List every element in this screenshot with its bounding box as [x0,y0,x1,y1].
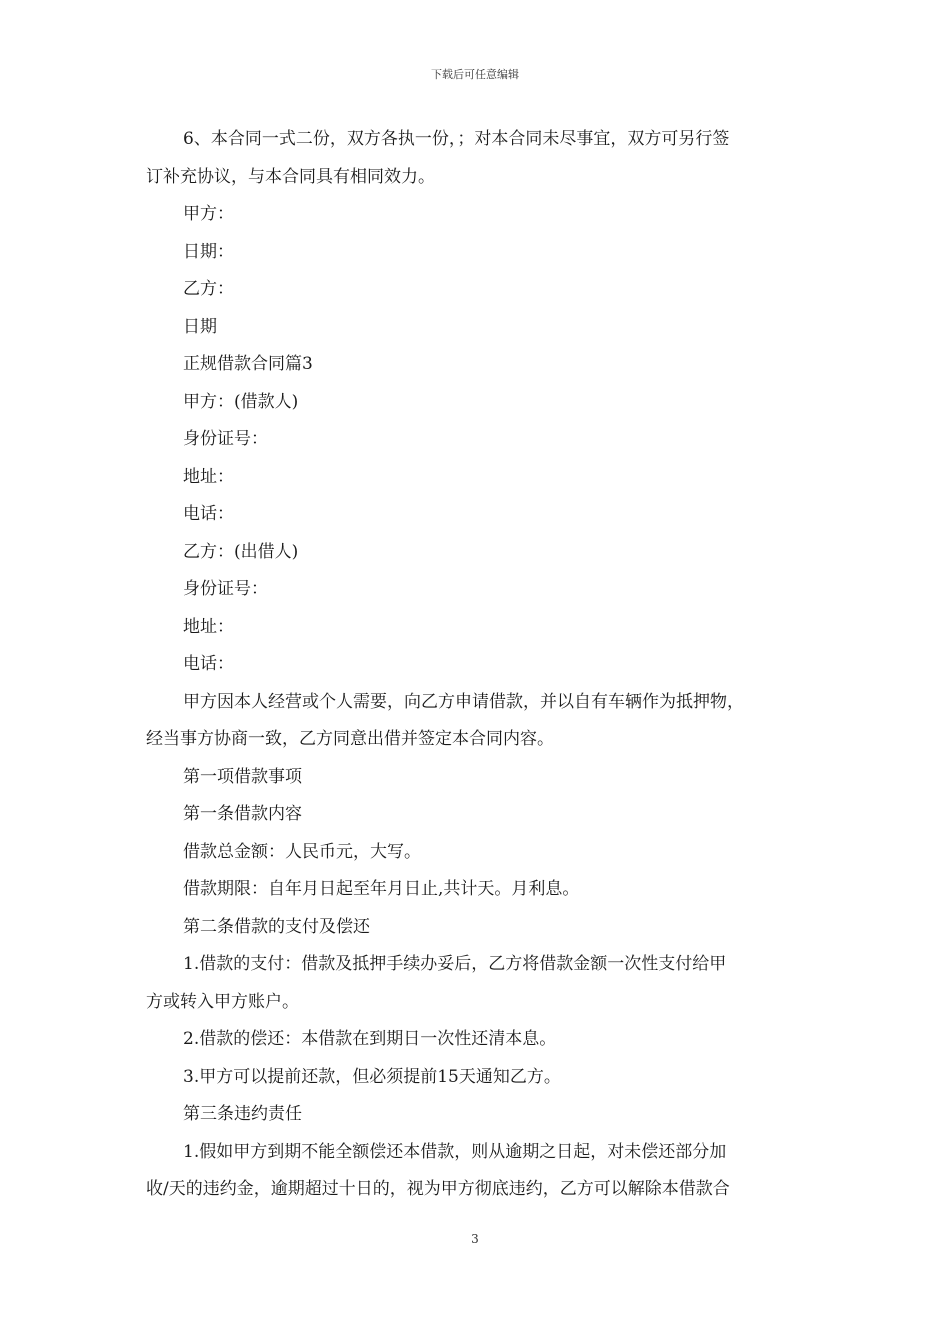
address-label: 地址： [183,616,234,637]
phone-label: 电话： [183,654,234,674]
clause-heading: 第二条借款的支付及偿还 [183,916,370,937]
party-b-label: 乙方：(出借人) [183,541,299,562]
document-body [146,121,814,1209]
id-number-label: 身份证号： [183,579,268,599]
paragraph-line: 6、本合同一式二份，双方各执一份，；对本合同未尽事宜，双方可另行签 [183,129,730,149]
clause-heading: 第一条借款内容 [183,804,302,824]
signature-label-party-b: 乙方： [183,279,234,299]
signature-label-date: 日期 [183,316,217,337]
party-a-label: 甲方：(借款人) [183,391,299,412]
header-note: 下载后可任意编辑 [431,68,519,81]
section-title: 正规借款合同篇3 [183,354,313,374]
paragraph-line: 借款总金额：人民币元，大写。 [183,841,421,862]
signature-label-date: 日期： [183,241,234,262]
phone-label: 电话： [183,504,234,524]
address-label: 地址： [183,466,234,487]
id-number-label: 身份证号： [183,429,268,449]
signature-label-party-a: 甲方： [183,204,234,224]
paragraph-line: 1.假如甲方到期不能全额偿还本借款，则从逾期之日起，对未偿还部分加 [183,1141,727,1162]
clause-heading: 第一项借款事项 [183,766,302,787]
clause-heading: 第三条违约责任 [183,1104,302,1124]
paragraph-line: 订补充协议，与本合同具有相同效力。 [146,166,435,187]
paragraph-line: 借款期限：自年月日起至年月日止,共计天。月利息。 [183,879,580,899]
page-number: 3 [471,1232,479,1246]
paragraph-line: 经当事方协商一致，乙方同意出借并签定本合同内容。 [146,729,554,749]
paragraph-line: 收/天的违约金，逾期超过十日的，视为甲方彻底违约，乙方可以解除本借款合 [146,1179,730,1199]
paragraph-line: 1.借款的支付：借款及抵押手续办妥后，乙方将借款金额一次性支付给甲 [183,954,727,974]
paragraph-line: 方或转入甲方账户。 [146,991,299,1012]
paragraph-line: 甲方因本人经营或个人需要，向乙方申请借款，并以自有车辆作为抵押物， [183,691,744,712]
paragraph-line: 2.借款的偿还：本借款在到期日一次性还清本息。 [183,1029,557,1049]
paragraph-line: 3.甲方可以提前还款，但必须提前15天通知乙方。 [183,1066,561,1087]
